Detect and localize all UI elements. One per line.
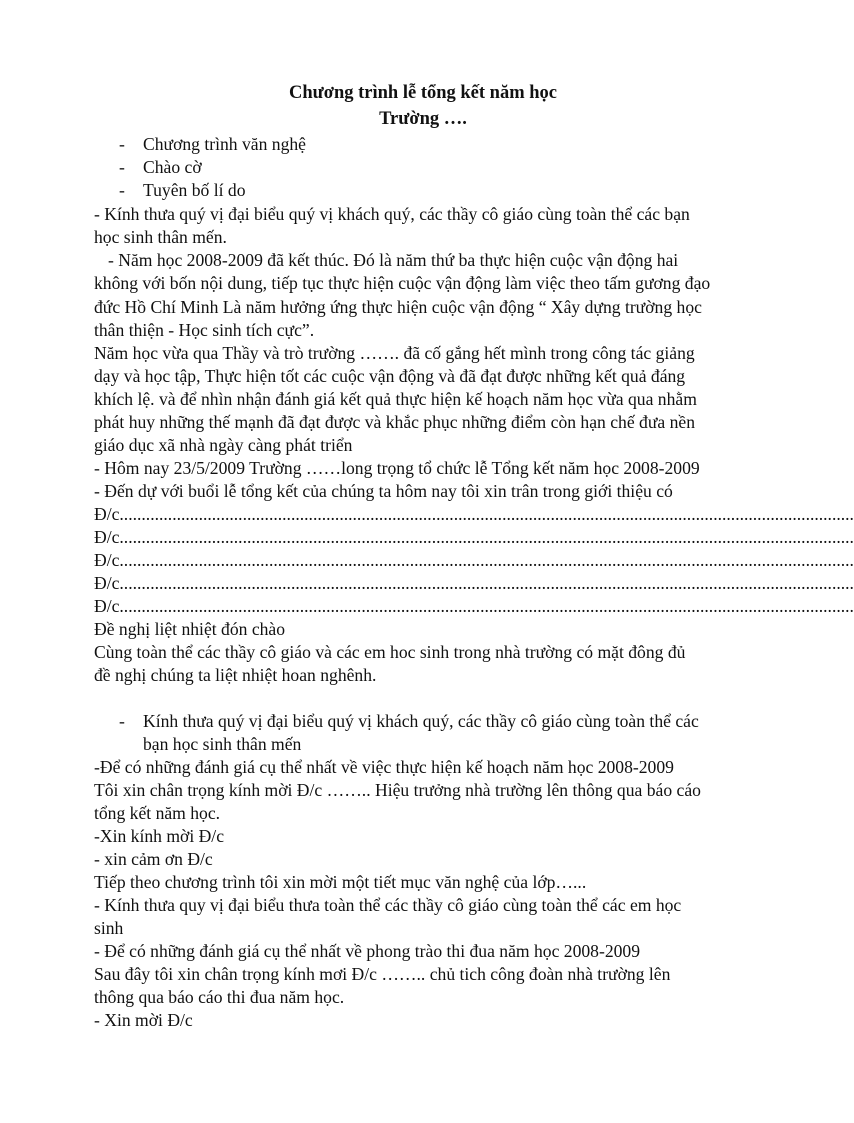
guest-prefix: Đ/c — [94, 527, 120, 547]
guest-prefix: Đ/c — [94, 504, 120, 524]
school-name: Trường …. — [379, 109, 467, 129]
bullet-dash: - — [119, 157, 125, 177]
section-line: - Kính thưa quy vị đại biểu thưa toàn thể các thầy cô giáo cùng toàn thể các em học — [94, 895, 682, 915]
paragraph-line: đức Hồ Chí Minh Là năm hưởng ứng thực hiện cuộc vận động “ Xây dựng trường học — [94, 297, 702, 317]
agenda-item: Chào cờ — [143, 157, 202, 177]
paragraph-line: thân thiện - Học sinh tích cực”. — [94, 320, 315, 340]
welcome-line: Cùng toàn thể các thầy cô giáo và các em hoc sinh trong nhà trường có mặt đông đủ — [94, 642, 686, 662]
agenda-item: Chương trình văn nghệ — [143, 134, 306, 154]
bullet-dash: - — [119, 711, 125, 731]
guest-line — [94, 527, 854, 548]
section-line: tổng kết năm học. — [94, 803, 221, 823]
guest-dots: ....................................................................................................................................................................... — [119, 573, 854, 593]
bullet-dash: - — [119, 180, 125, 200]
intro-line: - Đến dự với buổi lễ tổng kết của chúng ta hôm nay tôi xin trân trong giới thiệu có — [94, 481, 673, 501]
guest-dots: ....................................................................................................................................................................... — [119, 596, 854, 616]
guest-line — [94, 504, 854, 525]
section-line: sinh — [94, 918, 124, 938]
paragraph-line: không với bốn nội dung, tiếp tục thực hiện cuộc vận động làm việc theo tấm gương đạo — [94, 273, 711, 293]
document-title: Chương trình lễ tổng kết năm học — [288, 83, 558, 103]
section-line: - Xin mời Đ/c — [94, 1010, 193, 1030]
paragraph-line: khích lệ. và để nhìn nhận đánh giá kết quả thực hiện kế hoạch năm học vừa qua nhằm — [94, 389, 697, 409]
section-line: Sau đây tôi xin chân trọng kính mơi Đ/c …….. chủ tich công đoàn nhà trường lên — [94, 964, 671, 984]
section-line: -Xin kính mời Đ/c — [94, 826, 225, 846]
welcome-line: Đề nghị liệt nhiệt đón chào — [94, 619, 286, 639]
section-line: Tôi xin chân trọng kính mời Đ/c …….. Hiệu trưởng nhà trường lên thông qua báo cáo — [94, 780, 701, 800]
guest-line — [94, 596, 854, 617]
guest-prefix: Đ/c — [94, 596, 120, 616]
guest-prefix: Đ/c — [94, 550, 120, 570]
section-line: - xin cảm ơn Đ/c — [94, 849, 213, 869]
today-line: - Hôm nay 23/5/2009 Trường ……long trọng tổ chức lễ Tổng kết năm học 2008-2009 — [94, 458, 700, 478]
paragraph-line: Năm học vừa qua Thầy và trò trường ……. đã cố gắng hết mình trong công tác giảng — [94, 343, 695, 363]
paragraph-line: giáo dục xã nhà ngày càng phát triển — [94, 435, 353, 455]
paragraph-line: dạy và học tập, Thực hiện tốt các cuộc vận động và đã đạt được những kết quả đáng — [94, 366, 686, 386]
guest-dots: ....................................................................................................................................................................... — [119, 504, 854, 524]
bullet-greeting: bạn học sinh thân mến — [143, 734, 302, 754]
paragraph-line: - Năm học 2008-2009 đã kết thúc. Đó là năm thứ ba thực hiện cuộc vận động hai — [108, 250, 679, 270]
section-line: - Để có những đánh giá cụ thể nhất về phong trào thi đua năm học 2008-2009 — [94, 941, 641, 961]
greeting-line: học sinh thân mến. — [94, 227, 227, 247]
section-line: thông qua báo cáo thi đua năm học. — [94, 987, 345, 1007]
welcome-line: đề nghị chúng ta liệt nhiệt hoan nghênh. — [94, 665, 377, 685]
section-line: -Để có những đánh giá cụ thể nhất về việc thực hiện kế hoạch năm học 2008-2009 — [94, 757, 674, 777]
bullet-greeting: Kính thưa quý vị đại biểu quý vị khách quý, các thầy cô giáo cùng toàn thể các — [143, 711, 699, 731]
agenda-item: Tuyên bố lí do — [143, 180, 246, 200]
paragraph-line: phát huy những thế mạnh đã đạt được và khắc phục những điểm còn hạn chế đưa nền — [94, 412, 695, 432]
section-line: Tiếp theo chương trình tôi xin mời một tiết mục văn nghệ của lớp…... — [94, 872, 587, 892]
bullet-dash: - — [119, 134, 125, 154]
greeting-line: - Kính thưa quý vị đại biểu quý vị khách quý, các thầy cô giáo cùng toàn thể các bạn — [94, 204, 690, 224]
guest-prefix: Đ/c — [94, 573, 120, 593]
guest-dots: ....................................................................................................................................................................... — [119, 550, 854, 570]
guest-line — [94, 550, 854, 571]
guest-dots: ....................................................................................................................................................................... — [119, 527, 854, 547]
guest-line — [94, 573, 854, 594]
